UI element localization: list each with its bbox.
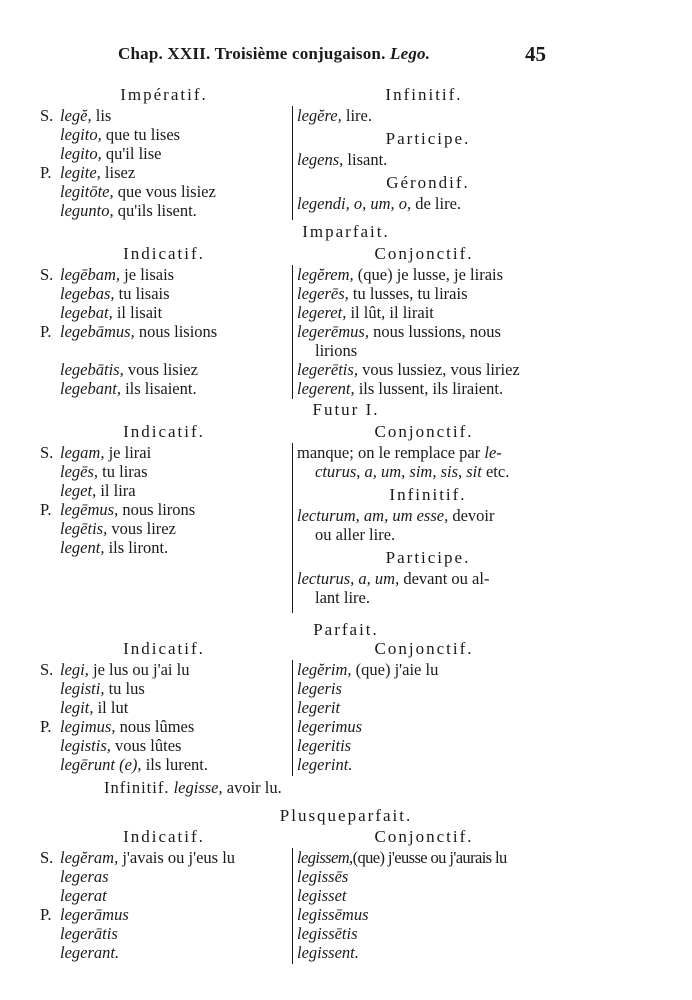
paradigm-row	[297, 379, 559, 398]
latin-form: legite,	[60, 163, 101, 182]
latin-form: legerit	[297, 698, 341, 717]
latin-form: legam,	[60, 443, 105, 462]
parfait-indicatif-rows	[40, 660, 288, 774]
french-gloss: qu'il lise	[101, 144, 162, 163]
plusqueparfait-indicatif-heading: Indicatif.	[123, 827, 205, 846]
latin-form: legito,	[60, 144, 102, 163]
page-number: 45	[525, 42, 546, 66]
paradigm-row	[40, 106, 288, 125]
plusqueparfait-conjonctif-rows	[297, 848, 559, 962]
french-gloss: lis	[91, 106, 112, 125]
french-text: devant ou al-	[399, 569, 490, 588]
futur-part-line-2: lant lire.	[315, 588, 370, 607]
paradigm-row	[40, 943, 288, 962]
paradigm-row	[40, 538, 288, 557]
french-gloss: il lut	[93, 698, 129, 717]
person-number-label: S.	[40, 265, 54, 284]
french-gloss: je lus ou j'ai lu	[88, 660, 190, 679]
latin-text: lecturus, a, um,	[297, 569, 400, 588]
futur-indicatif-heading: Indicatif.	[123, 422, 205, 441]
paradigm-row	[40, 698, 288, 717]
paradigm-row	[297, 679, 559, 698]
futur-conj-line-2	[297, 462, 559, 481]
paradigm-row	[297, 943, 559, 962]
paradigm-row	[297, 867, 559, 886]
imparfait-indicatif-rows	[40, 265, 288, 398]
french-gloss: nous lirons	[118, 500, 196, 519]
person-number-label: P.	[40, 163, 52, 182]
gerondif-line	[297, 194, 559, 213]
latin-form: legērunt (e),	[60, 755, 142, 774]
latin-form: legent,	[60, 538, 105, 557]
paradigm-row	[40, 736, 288, 755]
latin-form: legerint.	[297, 755, 353, 774]
latin-form: legĕrim,	[297, 660, 352, 679]
latin-form: legeras	[60, 867, 109, 886]
latin-text: le-	[484, 443, 502, 462]
french-gloss: nous lûmes	[115, 717, 195, 736]
french-text: manque; on le remplace par	[297, 443, 485, 462]
futur-participe-heading: Participe.	[385, 548, 471, 567]
imparfait-conjonctif-rows	[297, 265, 559, 398]
paradigm-row	[297, 924, 559, 943]
running-head	[118, 44, 430, 64]
running-head-title: Troisième conjugaison.	[214, 44, 386, 63]
paradigm-row	[40, 303, 288, 322]
futur-part-line-1	[297, 569, 559, 588]
person-number-label: P.	[40, 500, 52, 519]
french-gloss: avoir lu.	[222, 778, 282, 797]
latin-form: leget,	[60, 481, 97, 500]
french-gloss: j'avais ou j'eus lu	[118, 848, 236, 867]
latin-form: legerātis	[60, 924, 118, 943]
paradigm-row	[40, 886, 288, 905]
paradigm-row	[297, 660, 559, 679]
paradigm-row	[40, 481, 288, 500]
latin-form: legit,	[60, 698, 94, 717]
french-gloss: tu lus	[104, 679, 145, 698]
imparfait-indicatif-column	[40, 243, 288, 398]
paradigm-row	[40, 755, 288, 774]
paradigm-row	[40, 905, 288, 924]
latin-form: legitōte,	[60, 182, 114, 201]
french-gloss: ils lussent, ils liraient.	[354, 379, 504, 398]
infinitif-line	[297, 106, 559, 125]
parfait-conjonctif-rows	[297, 660, 559, 774]
latin-form: legistis,	[60, 736, 111, 755]
infinitif-heading: Infinitif.	[385, 85, 463, 104]
latin-form: legēmus,	[60, 500, 119, 519]
french-gloss: vous lisiez	[123, 360, 198, 379]
latin-form: legisse,	[173, 778, 223, 797]
french-gloss: lirions	[315, 341, 358, 360]
paradigm-row	[40, 462, 288, 481]
plusqueparfait-indicatif-column	[40, 826, 288, 962]
parfait-conjonctif-heading: Conjonctif.	[374, 639, 474, 658]
french-gloss: il lira	[96, 481, 136, 500]
paradigm-row	[40, 924, 288, 943]
latin-form: legimus,	[60, 717, 116, 736]
paradigm-row	[40, 265, 288, 284]
latin-form: legerent,	[297, 379, 355, 398]
plusqueparfait-conjonctif-column	[292, 827, 559, 964]
paradigm-row	[297, 736, 559, 755]
parfait-infinitif-line	[104, 778, 282, 798]
paradigm-row	[40, 867, 288, 886]
french-text: devoir	[448, 506, 495, 525]
imparfait-heading: Imparfait.	[302, 222, 390, 241]
latin-form: legissem,	[297, 848, 353, 867]
futur-indicatif-column	[40, 421, 288, 557]
latin-form: legito,	[60, 125, 102, 144]
french-gloss: vous lûtes	[110, 736, 182, 755]
french-gloss: que vous lisiez	[113, 182, 216, 201]
paradigm-row	[40, 443, 288, 462]
french-gloss: tu liras	[98, 462, 148, 481]
infinitif-column	[292, 85, 559, 220]
futur-inf-line-2: ou aller lire.	[315, 525, 396, 544]
latin-text: lecturum, am, um esse,	[297, 506, 449, 525]
french-gloss: il lisait	[112, 303, 163, 322]
latin-form: legebātis,	[60, 360, 124, 379]
french-gloss: (que) j'eusse ou j'aurais lu	[352, 848, 507, 867]
person-number-label: P.	[40, 322, 52, 341]
imperatif-column	[40, 84, 288, 220]
french-gloss: ils lurent.	[141, 755, 209, 774]
paradigm-row	[297, 755, 559, 774]
paradigm-row	[40, 717, 288, 736]
french-gloss: (que) je lusse, je lirais	[353, 265, 504, 284]
paradigm-row	[40, 360, 288, 379]
french-gloss: vous lirez	[107, 519, 176, 538]
latin-form: legissent.	[297, 943, 359, 962]
futur-conjonctif-column	[292, 422, 559, 613]
imparfait-conjonctif-column	[292, 244, 559, 399]
latin-form: legĕram,	[60, 848, 119, 867]
plusqueparfait-indicatif-rows	[40, 848, 288, 962]
futur-conjonctif-heading: Conjonctif.	[374, 422, 474, 441]
paradigm-row	[297, 265, 559, 284]
latin-text: cturus, a, um, sim, sis, sit	[315, 462, 482, 481]
french-text: etc.	[481, 462, 510, 481]
french-gloss: nous lussions, nous	[368, 322, 501, 341]
futur-infinitif-heading: Infinitif.	[389, 485, 467, 504]
french-gloss: je lirai	[104, 443, 152, 462]
latin-form: legunto,	[60, 201, 114, 220]
paradigm-row	[40, 660, 288, 679]
paradigm-row	[297, 303, 559, 322]
latin-form: legĕrem,	[297, 265, 354, 284]
french-gloss: lire.	[341, 106, 372, 125]
latin-form: legerāmus	[60, 905, 129, 924]
imparfait-indicatif-heading: Indicatif.	[123, 244, 205, 263]
latin-form: legēbam,	[60, 265, 121, 284]
paradigm-row	[40, 144, 288, 163]
latin-form: legerimus	[297, 717, 363, 736]
latin-form: legebas,	[60, 284, 115, 303]
person-number-label: S.	[40, 660, 54, 679]
plusqueparfait-conjonctif-heading: Conjonctif.	[374, 827, 474, 846]
paradigm-row	[40, 322, 288, 341]
paradigm-row	[40, 125, 288, 144]
plusqueparfait-heading: Plusqueparfait.	[279, 806, 413, 825]
latin-form: legĕ,	[60, 106, 92, 125]
gerondif-heading: Gérondif.	[386, 173, 470, 192]
french-gloss: ils liront.	[104, 538, 169, 557]
latin-form: legebant,	[60, 379, 121, 398]
latin-form: legissēs	[297, 867, 349, 886]
french-gloss: tu lisais	[114, 284, 170, 303]
latin-form: legi,	[60, 660, 89, 679]
paradigm-row	[40, 500, 288, 519]
french-gloss: lisant.	[343, 150, 388, 169]
paradigm-row	[40, 341, 288, 360]
french-gloss: lisez	[100, 163, 136, 182]
french-gloss: je lisais	[120, 265, 175, 284]
french-gloss: tu lusses, tu lirais	[348, 284, 468, 303]
participe-heading: Participe.	[385, 129, 471, 148]
paradigm-row	[40, 519, 288, 538]
paradigm-row	[297, 905, 559, 924]
person-number-label: P.	[40, 717, 52, 736]
paradigm-row	[297, 284, 559, 303]
latin-form: legendi, o, um, o,	[297, 194, 412, 213]
futur-indicatif-rows	[40, 443, 288, 557]
latin-form: legebāmus,	[60, 322, 135, 341]
latin-form: legisset	[297, 886, 347, 905]
parfait-heading: Parfait.	[313, 620, 379, 639]
french-gloss: nous lisions	[134, 322, 218, 341]
person-number-label: S.	[40, 848, 54, 867]
latin-form: legeris	[297, 679, 342, 698]
paradigm-row	[297, 886, 559, 905]
french-gloss: ils lisaient.	[120, 379, 197, 398]
imparfait-conjonctif-heading: Conjonctif.	[374, 244, 474, 263]
french-gloss: qu'ils lisent.	[113, 201, 197, 220]
latin-form: legissēmus	[297, 905, 369, 924]
latin-form: legens,	[297, 150, 344, 169]
paradigm-row	[40, 163, 288, 182]
infinitif-label: Infinitif.	[104, 778, 170, 797]
latin-form: legētis,	[60, 519, 108, 538]
latin-form: legerēs,	[297, 284, 349, 303]
person-number-label: S.	[40, 106, 54, 125]
paradigm-row	[297, 717, 559, 736]
running-head-verb: Lego.	[389, 44, 431, 63]
latin-form: legerat	[60, 886, 107, 905]
participe-line	[297, 150, 559, 169]
french-gloss: que tu lises	[101, 125, 181, 144]
latin-form: legebat,	[60, 303, 113, 322]
latin-form: legĕre,	[297, 106, 342, 125]
latin-form: legerant.	[60, 943, 120, 962]
imperatif-rows	[40, 106, 288, 220]
person-number-label: P.	[40, 905, 52, 924]
latin-form: legēs,	[60, 462, 99, 481]
running-head-chapter: Chap. XXII.	[118, 44, 211, 63]
french-gloss: il lût, il lirait	[346, 303, 434, 322]
paradigm-row	[297, 322, 559, 341]
paradigm-row	[40, 182, 288, 201]
latin-form: legerēmus,	[297, 322, 369, 341]
latin-form: legeritis	[297, 736, 352, 755]
paradigm-row	[40, 848, 288, 867]
paradigm-row	[297, 360, 559, 379]
latin-form: legerētis,	[297, 360, 358, 379]
imperatif-heading: Impératif.	[120, 85, 208, 104]
paradigm-row	[40, 379, 288, 398]
latin-form: legisti,	[60, 679, 105, 698]
futur-heading: Futur I.	[312, 400, 380, 419]
french-gloss: (que) j'aie lu	[351, 660, 439, 679]
paradigm-row	[40, 201, 288, 220]
futur-conj-line-1	[297, 443, 559, 462]
latin-form: legeret,	[297, 303, 347, 322]
latin-form: legissētis	[297, 924, 358, 943]
futur-inf-line-1	[297, 506, 559, 525]
parfait-indicatif-heading: Indicatif.	[123, 639, 205, 658]
paradigm-row	[40, 284, 288, 303]
parfait-indicatif-column	[40, 638, 288, 774]
paradigm-row	[297, 698, 559, 717]
paradigm-row	[297, 848, 559, 867]
paradigm-row	[297, 341, 559, 360]
paradigm-row	[40, 679, 288, 698]
french-gloss: de lire.	[411, 194, 462, 213]
person-number-label: S.	[40, 443, 54, 462]
parfait-conjonctif-column	[292, 639, 559, 776]
french-gloss: vous lussiez, vous liriez	[357, 360, 520, 379]
